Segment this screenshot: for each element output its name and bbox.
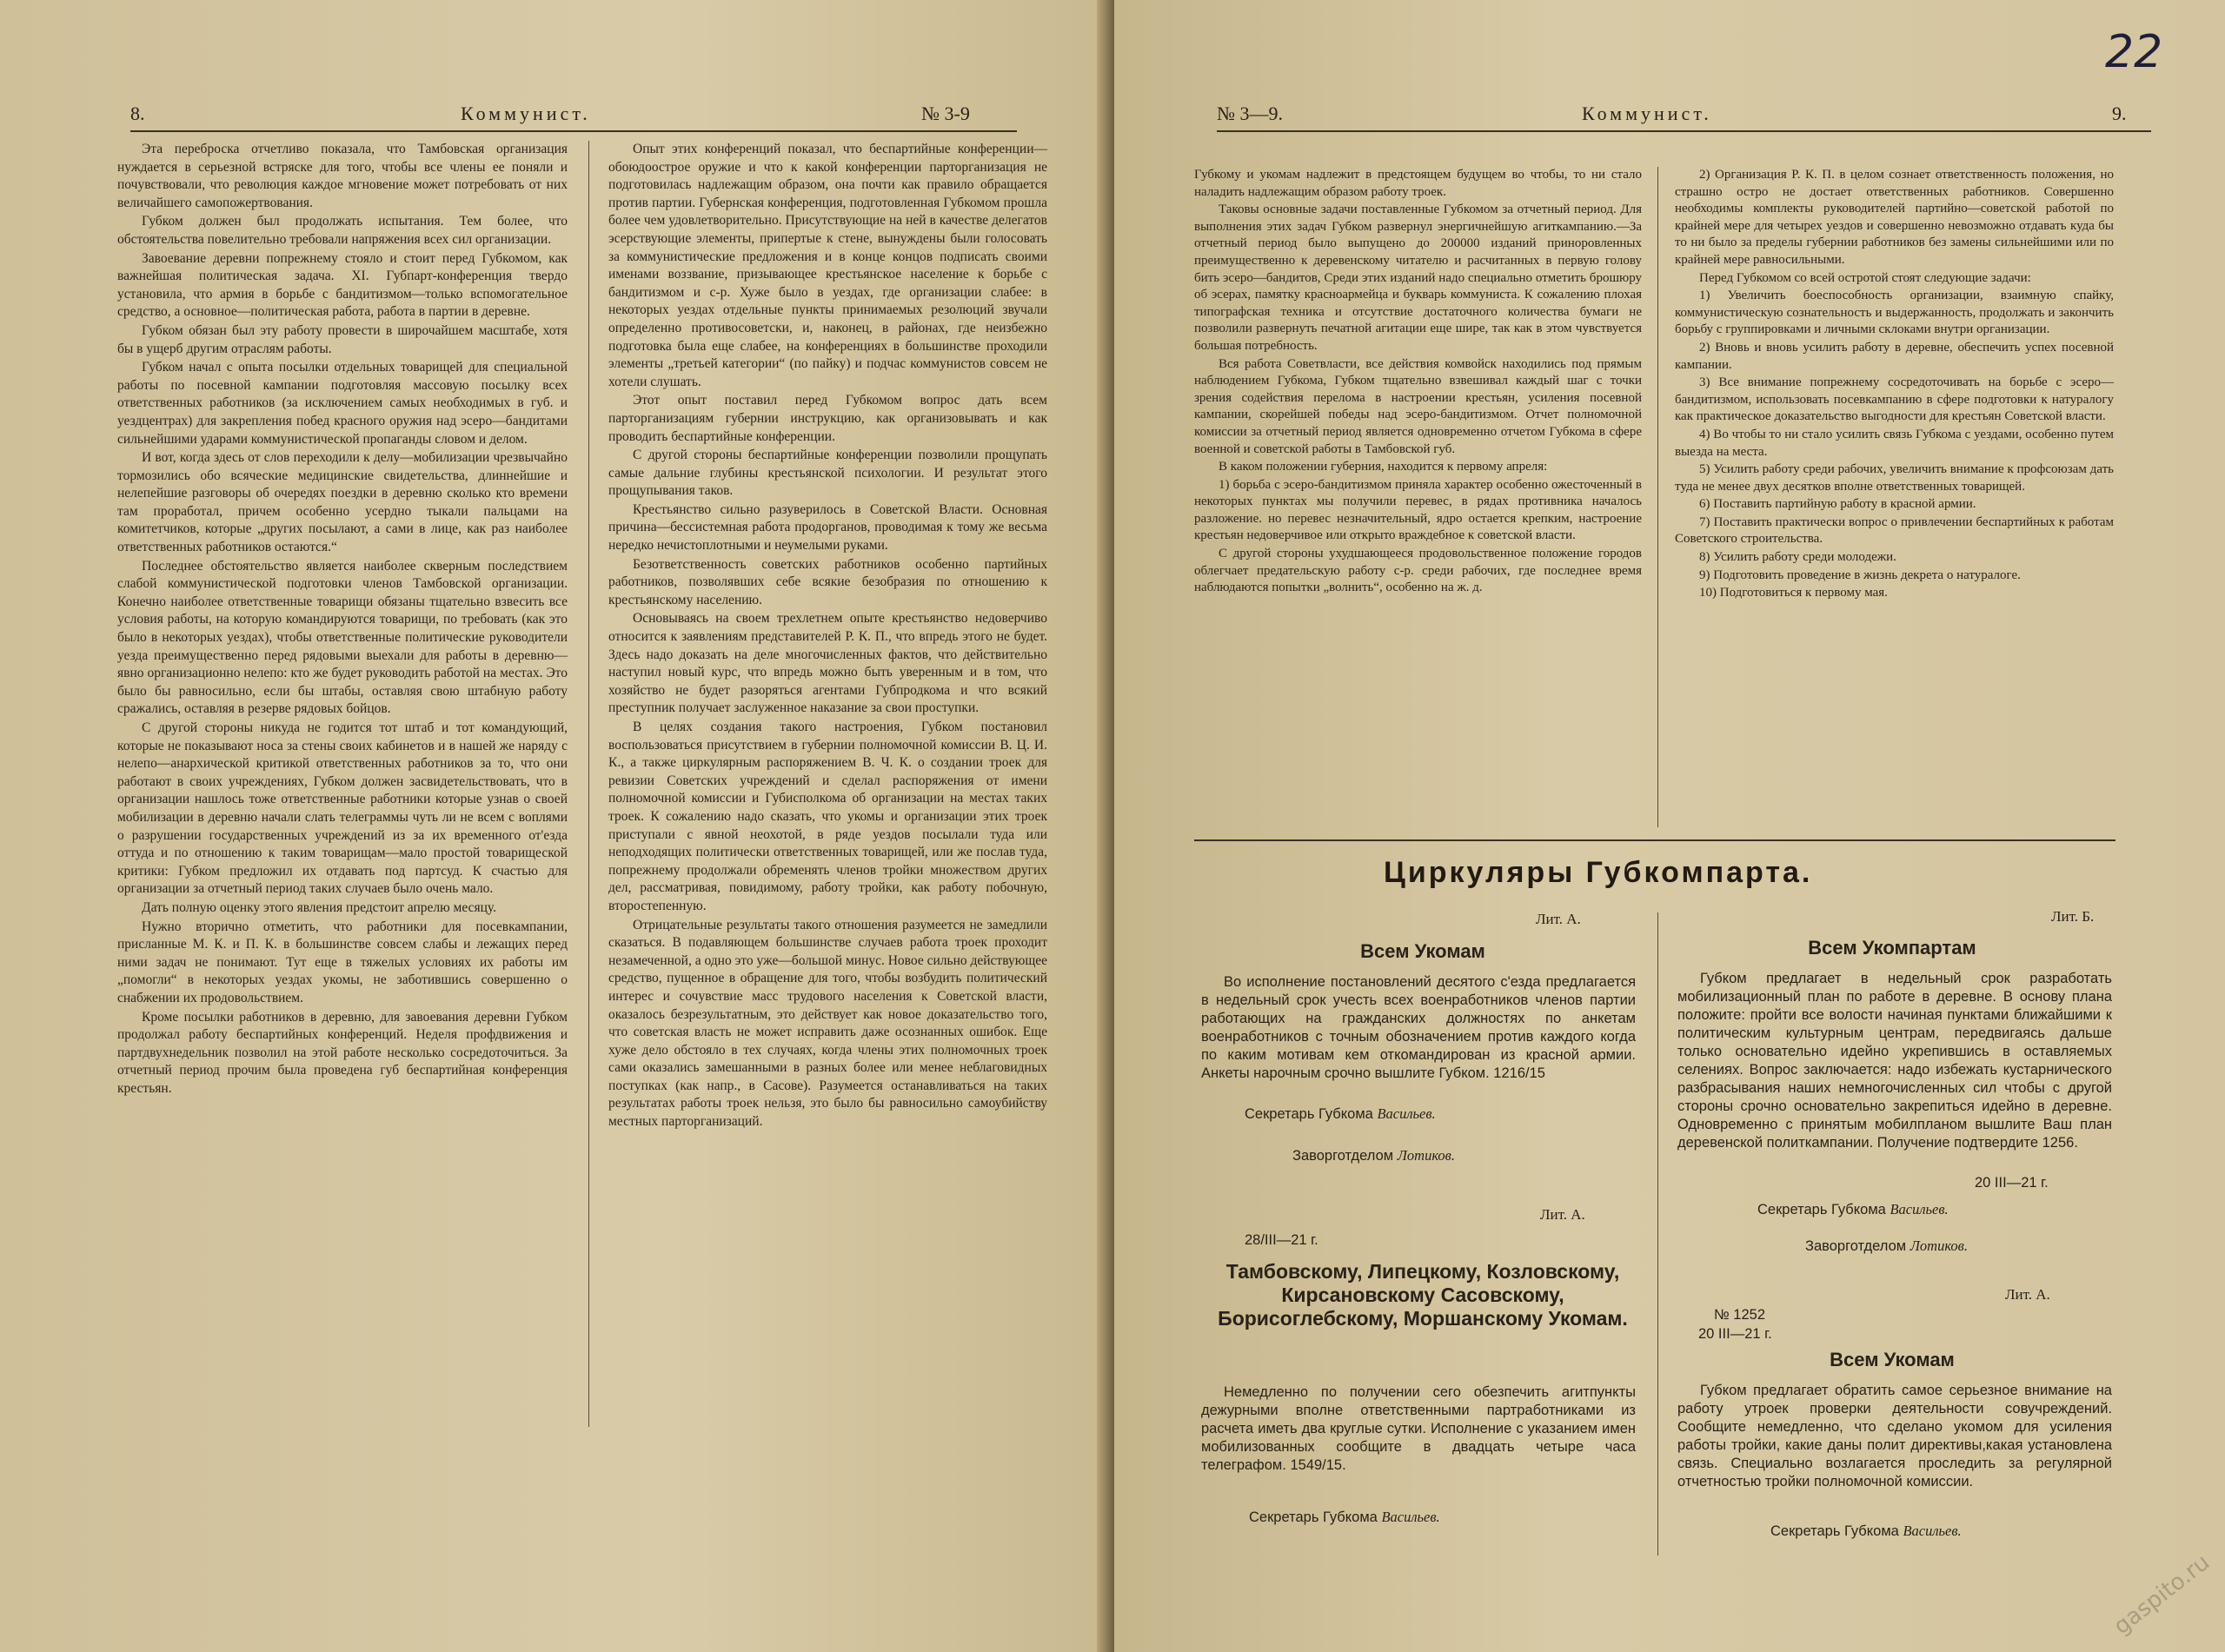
column-divider — [1657, 912, 1658, 1556]
signature-line — [1292, 1147, 1455, 1164]
circular-date: 28/III—21 г. — [1245, 1232, 1318, 1248]
paragraph: Кроме посылки работников в деревню, для завоевания деревни Губком продолжал работу беспартийных конференций. Неделя профдвижения и партдвухнедельник позволил на этой работе несколько сосредоточиться. За отчетный период прочим была проведена губ беспартийная конференция крестьян. — [117, 1009, 568, 1096]
right-page-number: 9. — [2112, 103, 2127, 124]
paragraph: Безответственность советских работников особенно партийных работников, позволявших себе всякие безобразия по отношению к крестьянскому населению. — [608, 556, 1047, 607]
circular-body — [1201, 973, 1636, 1083]
paragraph: Последнее обстоятельство является наиболее скверным последствием слабой коммунистической подготовки членов Тамбовской организации. Конечно наиболее ответственные товарищи обязаны тщательно взвесить все условия работы, на которую командируются товарищи, по требовать (как это было в некоторых уездах), чтобы ответственные политические руководители уезда преимущественно перед рядовыми выехали для работы в деревню—явно организационно нелепо: кто же будет руководить работой на местах. Это было бы равносильно, если бы штабы, оставляя свою штабную работу сражались, оставляя в резерве рядовых бойцов. — [117, 558, 568, 717]
circular-body — [1677, 970, 2112, 1152]
paragraph: Опыт этих конференций показал, что беспартийные конференции—обоюдоострое оружие и что к какой конференции парторганизация не подготовилась надлежащим образом, она почти как правило обращается против партии. Губернская конференция, подготовленная Губкомом прошла более чем удовлетворительно. Присутствующие на ней в качестве делегатов эсерствующие элементы, припертые к стене, вынуждены были голосовать за коммунистические предложения и в конце концов подписать своими именами воззвание, призывающее крестьянское население к борьбе с бандитизмом и с-р. Хуже было в уездах, где организации слабее: в некоторых уездах отдельные пункты принимаемых резолюций звучали определенно противосоветски, и, наконец, в районах, где неизбежно подготовка была еще слабее, на конференциях в большинстве проходили элементы „третьей категории“ (по пайку) и подчас коммунистов совсем не хотели слушать. — [608, 142, 1047, 389]
right-page — [1114, 0, 2225, 1652]
circular-body — [1201, 1383, 1636, 1475]
left-running-head — [130, 103, 1017, 132]
paragraph: 2) Организация Р. К. П. в целом сознает ответственность положения, но страшно остро не достает ответственных работников. Совершенно необходимы комплекты руководителей партийно—советской работой по крайней мере для четырех уездов и совершенно невозможно отдавать куда бы то ни было за пределы губернии работников без замены сильнейшими или по крайней мере равносильными. — [1675, 168, 2114, 267]
circular-lit-label: Лит. А. — [2005, 1286, 2050, 1303]
right-running-head — [1217, 103, 2151, 132]
paragraph: Губком начал с опыта посылки отдельных товарищей для специальной работы по посевной кампании подготовляя массовую посылку всех ответственных работников (за исключением самых необходимых в губ. и уездцентрах) для закрепления побед красного оружия над эсеро—бандитами сильнейшими ударами коммунистической пропаганды словом и делом. — [117, 360, 568, 447]
watermark: gaspito.ru — [2109, 1549, 2215, 1641]
paragraph: Губком должен был продолжать испытания. Тем более, что обстоятельства повелительно требовали напряжения всех сил организации. — [117, 214, 568, 247]
signature-name: Лотиков. — [1397, 1147, 1455, 1164]
circular-lit-label: Лит. А. — [1536, 911, 1581, 927]
circular-text: Губком предлагает обратить самое серьезное внимание на работу утроек проверки деятельности совучреждений. Сообщите немедленно, что сделано укомом для усиления работы тройки, какие даны полит директивы,какая установлена связь. Специально возлагается проследить за регулярной отчетностью тройки полномочной комиссии. — [1677, 1383, 2112, 1489]
circular-text: Губком предлагает в недельный срок разработать мобилизационный план по работе в деревне. В основу плана положите: пройти все волости начиная пунктами ближайшими к политическим культурным центрам, передвигаясь дальше только основательно идейно укрепившись в оставляемых селениях. Вопрос заключается: надо избежать кустарнического разбрасывания наших немногочисленных сил чтобы с другой стороны срочно основательно закрепиться идейно в деревне. Одновременно с принятым мобилпланом вышлите Ваш план деревенской политкампании. Получение подтвердите 1256. — [1677, 971, 2112, 1151]
paragraph: И вот, когда здесь от слов переходили к делу—мобилизации чрезвычайно тормозились обо всяческие медицинские свидетельства, длиннейшие и нелепейшие разговоры об очередях поездки в деревню сколько кто времени там проработал, причем особенно усердно тыкали пальцами на комитетчиков, которые „других посылают, а сами в лице, как раз наиболее ответственных работников остаются.“ — [117, 450, 568, 555]
paragraph: Крестьянство сильно разуверилось в Советской Власти. Основная причина—бессистемная работа продорганов, проводимая к тому же весьма нередко нечистоплотными и неумелыми руками. — [608, 501, 1047, 554]
right-column-1 — [1194, 167, 1642, 597]
circular-heading: Всем Укомпартам — [1808, 937, 1976, 959]
circular-lit-label: Лит. А. — [1540, 1206, 1585, 1223]
circular-date: 20 III—21 г. — [1975, 1175, 2049, 1191]
signature-line — [1245, 1105, 1436, 1123]
paragraph: Основываясь на своем трехлетнем опыте крестьянство недоверчиво относится к заявлениям представителей Р. К. П., что впредь этого не будет. Здесь надо доказать на деле многочисленных фактов, что действительно наступил новый курс, что впредь можно быть уверенным и в том, что хозяйство не будет разоряться агентами Губпродкома и что всякий преступник получает заслуженное наказание за свои проступки. — [608, 611, 1047, 716]
column-divider — [1657, 167, 1658, 827]
left-column-1 — [117, 141, 568, 1098]
left-issue-number: № 3-9 — [921, 103, 970, 124]
paragraph: Таковы основные задачи поставленные Губкомом за отчетный период. Для выполнения этих задач Губком развернул энергичнейшую агиткампанию.—За отчетный период было выпущено до 200000 изданий приноровленных преимущественно к деревенскому читателю и расчитанных в первую голову бить эсеро—бандитов, Среди этих изданий надо специально отметить брошюру об эсерах, памятку красноармейца и букварь коммуниста. К сожалению плохая типографская техника и отсутствие достаточного количества бумаги не позволили развернуть печатной агитации еще шире, так как в этом чувствуется большая потребность. — [1194, 202, 1642, 353]
paragraph: С другой стороны никуда не годится тот штаб и тот командующий, которые не показывают носа за стены своих кабинетов и в нашей же наряду с нелепо—анархической критикой ответственных работников за то, что они работают в своих учреждениях, Губком должен засвидетельствовать, что в организации нашлось тоже ответственные работники которые узнав о своей мобилизации в деревню начали слать телеграммы чуть ли не всем с воплями о разрушении государственных учреждений из за их временного от'езда оттуда и по отношению к таким товарищам—мало простой товарищеской критики: Губком предложил их отдавать под партсуд. К счастью для организации за отчетный период таких случаев было очень мало. — [117, 720, 568, 897]
paragraph: 1) борьба с эсеро-бандитизмом приняла характер особенно ожесточенный в некоторых пунктах мы получили перевес, в рядах противника началось разложение. но перевес незначительный, ядро остается крепким, настроение крестьян недоверчивое или открыто враждебное к советской власти. — [1194, 477, 1642, 543]
signature-line — [1770, 1523, 1962, 1540]
circular-number: № 1252 — [1714, 1307, 1765, 1323]
task-item: 9) Подготовить проведение в жизнь декрета о натуралоге. — [1699, 567, 2021, 582]
paragraph: Отрицательные результаты такого отношения разумеется не замедлили сказаться. В подавляющем большинстве случаев работа троек проходит незамеченной, а одно это уже—большой минус. Новое сильно действующее средство, пущенное в обращение для того, чтобы возбудить политический интерес и сочувствие масс трудового населения к Советской власти, оказалось безрезультатным, это действует как новое доказательство того, что советская власть не может исправить даже осознанных ошибок. Еще хуже дело обстояло в тех случаях, когда члены этих полномочных троек сами оказались замешанными в разных более или менее неблаговидных поступках (как напр., в Сасове). Разумеется останавливаться на таких результатах работы троек нельзя, это было бы равносильно самоубийству местных парторганизаций. — [608, 917, 1048, 1130]
circular-heading: Всем Укомам — [1830, 1349, 1955, 1370]
paragraph: В каком положении губерния, находится к первому апреля: — [1219, 460, 1548, 474]
section-divider — [1194, 839, 2115, 841]
signature-label: Заворготделом — [1805, 1238, 1907, 1254]
paragraph: С другой стороны беспартийные конференции позволили прощупать самые дальние глубины крестьянской психологии. И результат этого прощупывания таков. — [608, 448, 1047, 499]
section-title: Циркуляры Губкомпарта. — [1384, 856, 1813, 889]
signature-label: Секретарь Губкома — [1245, 1106, 1373, 1122]
signature-name: Васильев. — [1903, 1523, 1962, 1539]
right-journal-title: Коммунист. — [1582, 103, 1712, 124]
left-column-2 — [608, 141, 1047, 1131]
handwritten-page-number: 22 — [2105, 26, 2163, 78]
paragraph: Завоевание деревни попрежнему стояло и стоит перед Губкомом, как важнейшая политическая задача. XI. Губпарт-конференция твердо установила, что армия в борьбе с бандитизмом—только вспомогательное средство, а основное—политическая работа, работа в партии в деревне. — [117, 250, 568, 320]
signature-label: Секретарь Губкома — [1249, 1509, 1378, 1525]
circular-heading: Всем Укомам — [1360, 940, 1485, 962]
signature-label: Секретарь Губкома — [1757, 1202, 1886, 1217]
task-item: 8) Усилить работу среди молодежи. — [1699, 550, 1896, 565]
task-item: 7) Поставить практически вопрос о привлечении беспартийных к работам Советского строительства. — [1675, 514, 2114, 547]
task-item: 10) Подготовиться к первому мая. — [1699, 586, 1888, 600]
task-item: 3) Все внимание попрежнему сосредоточивать на борьбе с эсеро—бандитизмом, использовать посевкампанию в сфере подготовки к натуралогу как практическое доказательство выгодности для крестьян Советской власти. — [1675, 375, 2114, 424]
right-issue-number: № 3—9. — [1217, 103, 1283, 124]
circular-addressees: Тамбовскому, Липецкому, Козловскому, Кирсановскому Сасовскому, Борисоглебскому, Моршанскому Укомам. — [1218, 1260, 1628, 1330]
circular-text: Во исполнение постановлений десятого с'езда предлагается в недельный срок учесть всех военработников членов партии работающих на гражданских должностях по анкетам военработников с точным обозначением против каждого когда по каким мотивам кем откомандирован из красной армии. Анкеты нарочным срочно вышлите Губком. 1216/15 — [1201, 974, 1636, 1081]
left-page-number: 8. — [130, 103, 145, 124]
signature-line — [1757, 1201, 1949, 1218]
task-item: 6) Поставить партийную работу в красной армии. — [1699, 497, 1976, 512]
circular-text: Немедленно по получении сего обезпечить агитпункты дежурными вполне ответственными партработниками из расчета иметь два круглые сутки. Исполнение с указанием имен мобилизованных сообщите в двадцать четыре часа телеграфом. 1549/15. — [1201, 1384, 1636, 1473]
signature-label: Заворготделом — [1292, 1148, 1394, 1164]
paragraph: С другой стороны ухудшающееся продовольственное положение городов облегчает предательскую работу с-р. среди рабочих, где последнее время наблюдаются попытки „волнить“, особенно на ж. д. — [1194, 547, 1642, 595]
column-divider — [588, 141, 589, 1427]
paragraph: Этот опыт поставил перед Губкомом вопрос дать всем парторганизациям губернии инструкцию, как организовывать и как проводить беспартийные конференции. — [608, 393, 1047, 444]
signature-name: Лотиков. — [1910, 1237, 1968, 1254]
task-item: 4) Во чтобы то ни стало усилить связь Губкома с уездами, особенно путем выезда на места. — [1675, 427, 2114, 459]
signature-name: Васильев. — [1377, 1105, 1436, 1122]
paragraph: Перед Губкомом со всей остротой стоят следующие задачи: — [1699, 270, 2031, 285]
signature-label: Секретарь Губкома — [1770, 1523, 1899, 1539]
circular-date: 20 III—21 г. — [1698, 1326, 1772, 1342]
task-item: 2) Вновь и вновь усилить работу в деревне, обеспечить успех посевной кампании. — [1675, 340, 2114, 372]
circular-body — [1677, 1382, 2112, 1491]
circular-lit-label: Лит. Б. — [2051, 908, 2095, 925]
signature-line — [1249, 1509, 1440, 1526]
paragraph: Губком обязан был эту работу провести в широчайшем масштабе, хотя бы в ущерб другим отраслям работы. — [117, 322, 568, 356]
paragraph: Губкому и укомам надлежит в предстоящем будущем во чтобы, то ни стало наладить надлежащим образом работу троек. — [1194, 168, 1642, 199]
paragraph: Вся работа Советвласти, все действия комвойск находились под прямым наблюдением Губкома, Губком тщательно взвешивал каждый шаг с точки зрения содействия перелома в настроении крестьян, усиления посевной кампании, скорейшей победы над эсеро-бандитизмом. Отчет полномочной комиссии за отчетный период является одновременно отчетом Губкома в сфере военной и советской работы в Тамбовской губ. — [1194, 356, 1642, 456]
paragraph: В целях создания такого настроения, Губком постановил воспользоваться присутствием в губернии полномочной комиссии В. Ц. И. К., а также циркулярным распоряжением В. Ч. К. о создании троек для ревизии Советских учреждений и сделал распоряжения от имени полномочной комиссии и Губисполкома об организации на местах таких троек. К сожалению надо сказать, что укомы и организации этих троек приступали с явной неохотой, в ряде уездов посылали туда или неподходящих политически ответственных товарищей, или же послав туда, попрежнему продолжали обременять членов тройки множеством других дел, рассматривая, повидимому, работу тройки, как работу побочную, второстепенную. — [608, 720, 1047, 913]
signature-name: Васильев. — [1381, 1509, 1440, 1525]
signature-line — [1805, 1237, 1968, 1255]
right-column-2 — [1675, 167, 2114, 602]
paragraph: Эта переброска отчетливо показала, что Тамбовская организация нуждается в серьезной встряске для того, чтобы все члены ее поняли и почувствовали, что революция каждое мгновение может потребовать от них величайшего самопожертвования. — [117, 142, 568, 210]
paragraph: Дать полную оценку этого явления предстоит апрелю месяцу. — [142, 899, 497, 915]
task-item: 1) Увеличить боеспособность организации, взаимную спайку, коммунистическую сознательность и выдержанность, продолжать и закончить борьбу с группировками и личными склоками внутри организации. — [1675, 289, 2114, 337]
signature-name: Васильев. — [1890, 1201, 1949, 1217]
left-journal-title: Коммунист. — [461, 103, 591, 124]
paragraph: Нужно вторично отметить, что работники для посевкампании, присланные М. К. и П. К. в большинстве совсем слабы и лежащих перед ними задач не понимают. Тут еще в тяжелых условиях их работы им „помогли“ в некоторых уездах укомы, не заботившись совершенно о снабжении их продовольствием. — [117, 919, 568, 1005]
task-item: 5) Усилить работу среди рабочих, увеличить внимание к профсоюзам дать туда не менее двух десятков вполне ответственных товарищей. — [1675, 462, 2114, 494]
